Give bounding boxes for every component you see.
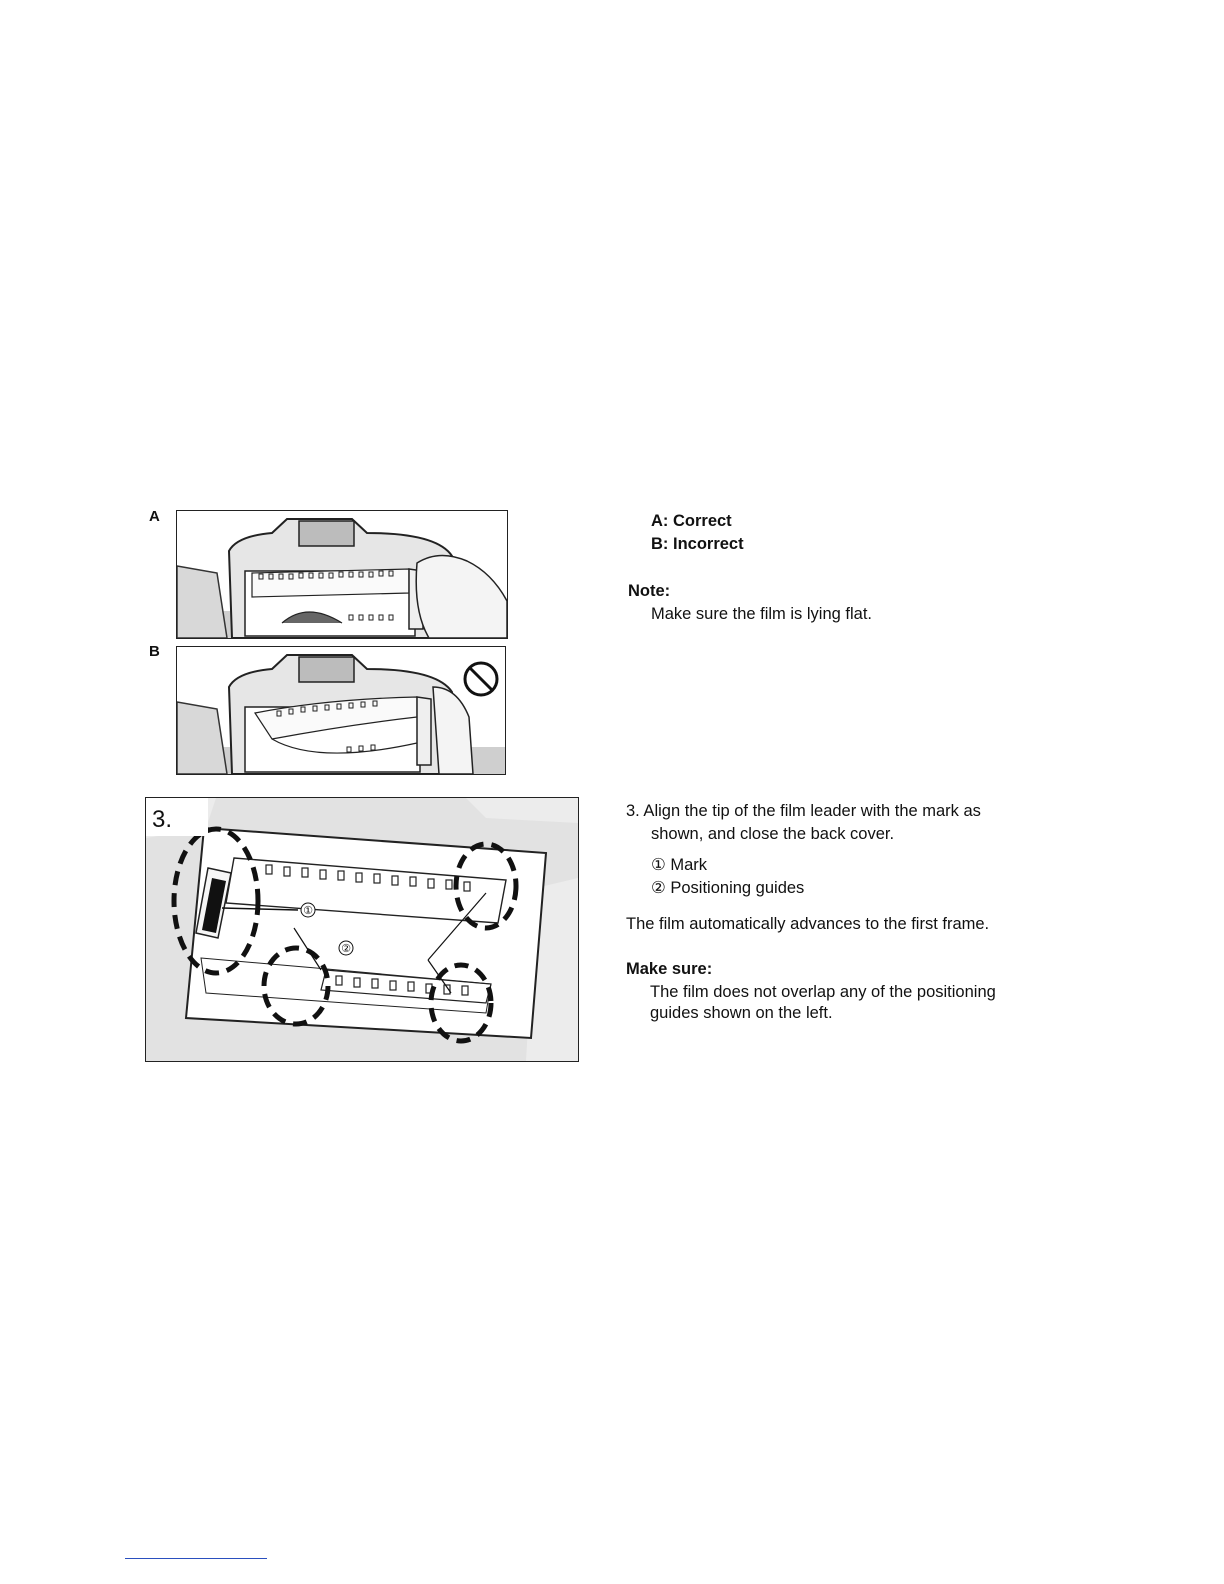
step-number-label: 3.: [152, 806, 173, 833]
step3-instruction-line2: shown, and close the back cover.: [651, 825, 895, 843]
camera-film-flat-illustration: [177, 511, 507, 638]
callout-1-mark: ①: [303, 904, 313, 917]
legend-incorrect: B: Incorrect: [651, 535, 744, 553]
callout-2-guides: ②: [341, 942, 351, 955]
figure-step-3: [145, 797, 579, 1062]
prohibited-circle-icon: [465, 663, 497, 695]
figure-b-incorrect: [176, 646, 506, 775]
step3-advance-text: The film automatically advances to the first frame.: [626, 915, 990, 933]
legend-correct: A: Correct: [651, 512, 732, 530]
note-body: Make sure the film is lying flat.: [651, 605, 872, 623]
figure-a-correct: [176, 510, 508, 639]
figure-label-a: A: [149, 508, 160, 525]
step3-instruction-line1: 3. Align the tip of the film leader with the mark as: [626, 802, 981, 820]
note-heading: Note:: [628, 582, 671, 600]
film-leader-alignment-illustration: [146, 798, 578, 1061]
footnote-rule: [125, 1558, 267, 1559]
camera-film-bent-illustration: [177, 647, 505, 774]
make-sure-line2: guides shown on the left.: [650, 1004, 833, 1022]
step3-item-positioning-guides: ② Positioning guides: [651, 879, 805, 897]
make-sure-heading: Make sure:: [626, 960, 713, 978]
figure-label-b: B: [149, 643, 160, 660]
step3-item-mark: ① Mark: [651, 856, 708, 874]
make-sure-line1: The film does not overlap any of the positioning: [650, 983, 996, 1001]
